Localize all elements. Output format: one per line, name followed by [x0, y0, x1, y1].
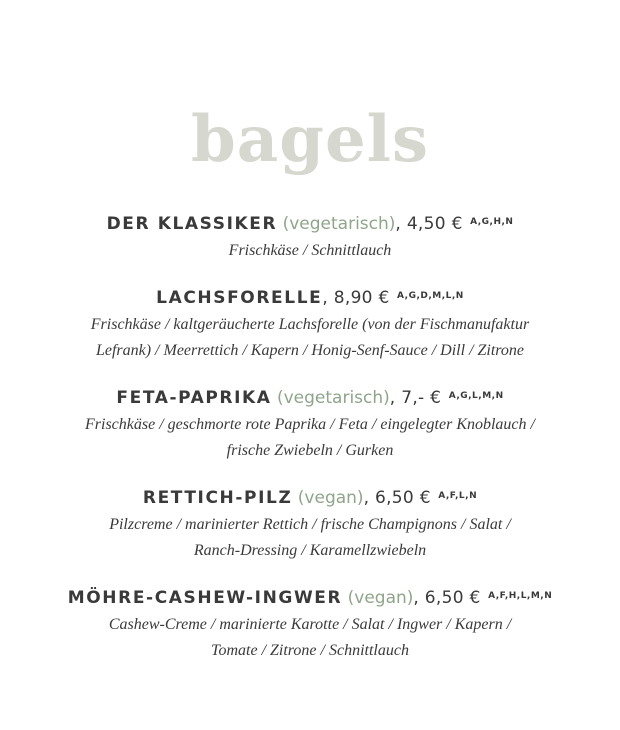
item-name: DER KLASSIKER: [106, 214, 278, 234]
description-line: Frischkäse / geschmorte rote Paprika / Feta / eingelegter Knoblauch /: [85, 416, 535, 433]
item-name: MÖHRE-CASHEW-INGWER: [67, 588, 343, 608]
item-allergens: A,F,H,L,M,N: [488, 591, 553, 601]
description-line: Frischkäse / Schnittlauch: [228, 242, 392, 259]
item-name: RETTICH-PILZ: [142, 488, 293, 508]
description-line: Cashew-Creme / marinierte Karotte / Salat / Ingwer / Kapern /: [108, 616, 512, 633]
item-allergens: A,G,D,M,L,N: [397, 291, 464, 301]
item-price: , 6,50 €: [363, 488, 431, 508]
item-allergens: A,G,H,N: [470, 217, 514, 227]
item-diet-tag: (vegetarisch): [282, 214, 396, 234]
item-diet-tag: (vegetarisch): [271, 388, 390, 408]
item-price: , 8,90 €: [322, 288, 390, 308]
menu-item-lachsforelle: [0, 286, 620, 364]
menu-item-moehre-cashew-ingwer: [0, 586, 620, 664]
menu-item-feta-paprika: [0, 386, 620, 464]
description-line: Pilzcreme / marinierter Rettich / frische Champignons / Salat /: [109, 516, 511, 533]
description-line: Ranch-Dressing / Karamellzwiebeln: [193, 542, 427, 559]
description-line: frische Zwiebeln / Gurken: [226, 442, 394, 459]
item-diet-tag: (vegan): [292, 488, 364, 508]
item-price: , 6,50 €: [413, 588, 481, 608]
item-description: [0, 612, 620, 664]
item-heading: [0, 386, 620, 410]
item-description: [0, 238, 620, 264]
description-line: Tomate / Zitrone / Schnittlauch: [211, 642, 409, 659]
item-allergens: A,F,L,N: [438, 491, 478, 501]
item-price: , 7,- €: [389, 388, 442, 408]
menu-item-der-klassiker: [0, 212, 620, 264]
item-name: FETA-PAPRIKA: [116, 388, 272, 408]
item-description: [0, 512, 620, 564]
item-heading: [0, 586, 620, 610]
page-title: bagels: [190, 102, 430, 177]
item-diet-tag: (vegan): [342, 588, 414, 608]
item-heading: [0, 286, 620, 310]
item-description: [0, 312, 620, 364]
item-description: [0, 412, 620, 464]
description-line: Frischkäse / kaltgeräucherte Lachsforelle (von der Fischmanufaktur: [90, 316, 530, 333]
item-heading: [0, 486, 620, 510]
item-name: LACHSFORELLE: [156, 288, 323, 308]
description-line: Lefrank) / Meerrettich / Kapern / Honig-Senf-Sauce / Dill / Zitrone: [95, 342, 525, 359]
item-heading: [0, 212, 620, 236]
bagel-menu: [0, 212, 620, 686]
item-price: , 4,50 €: [395, 214, 463, 234]
menu-item-rettich-pilz: [0, 486, 620, 564]
item-allergens: A,G,L,M,N: [448, 391, 504, 401]
